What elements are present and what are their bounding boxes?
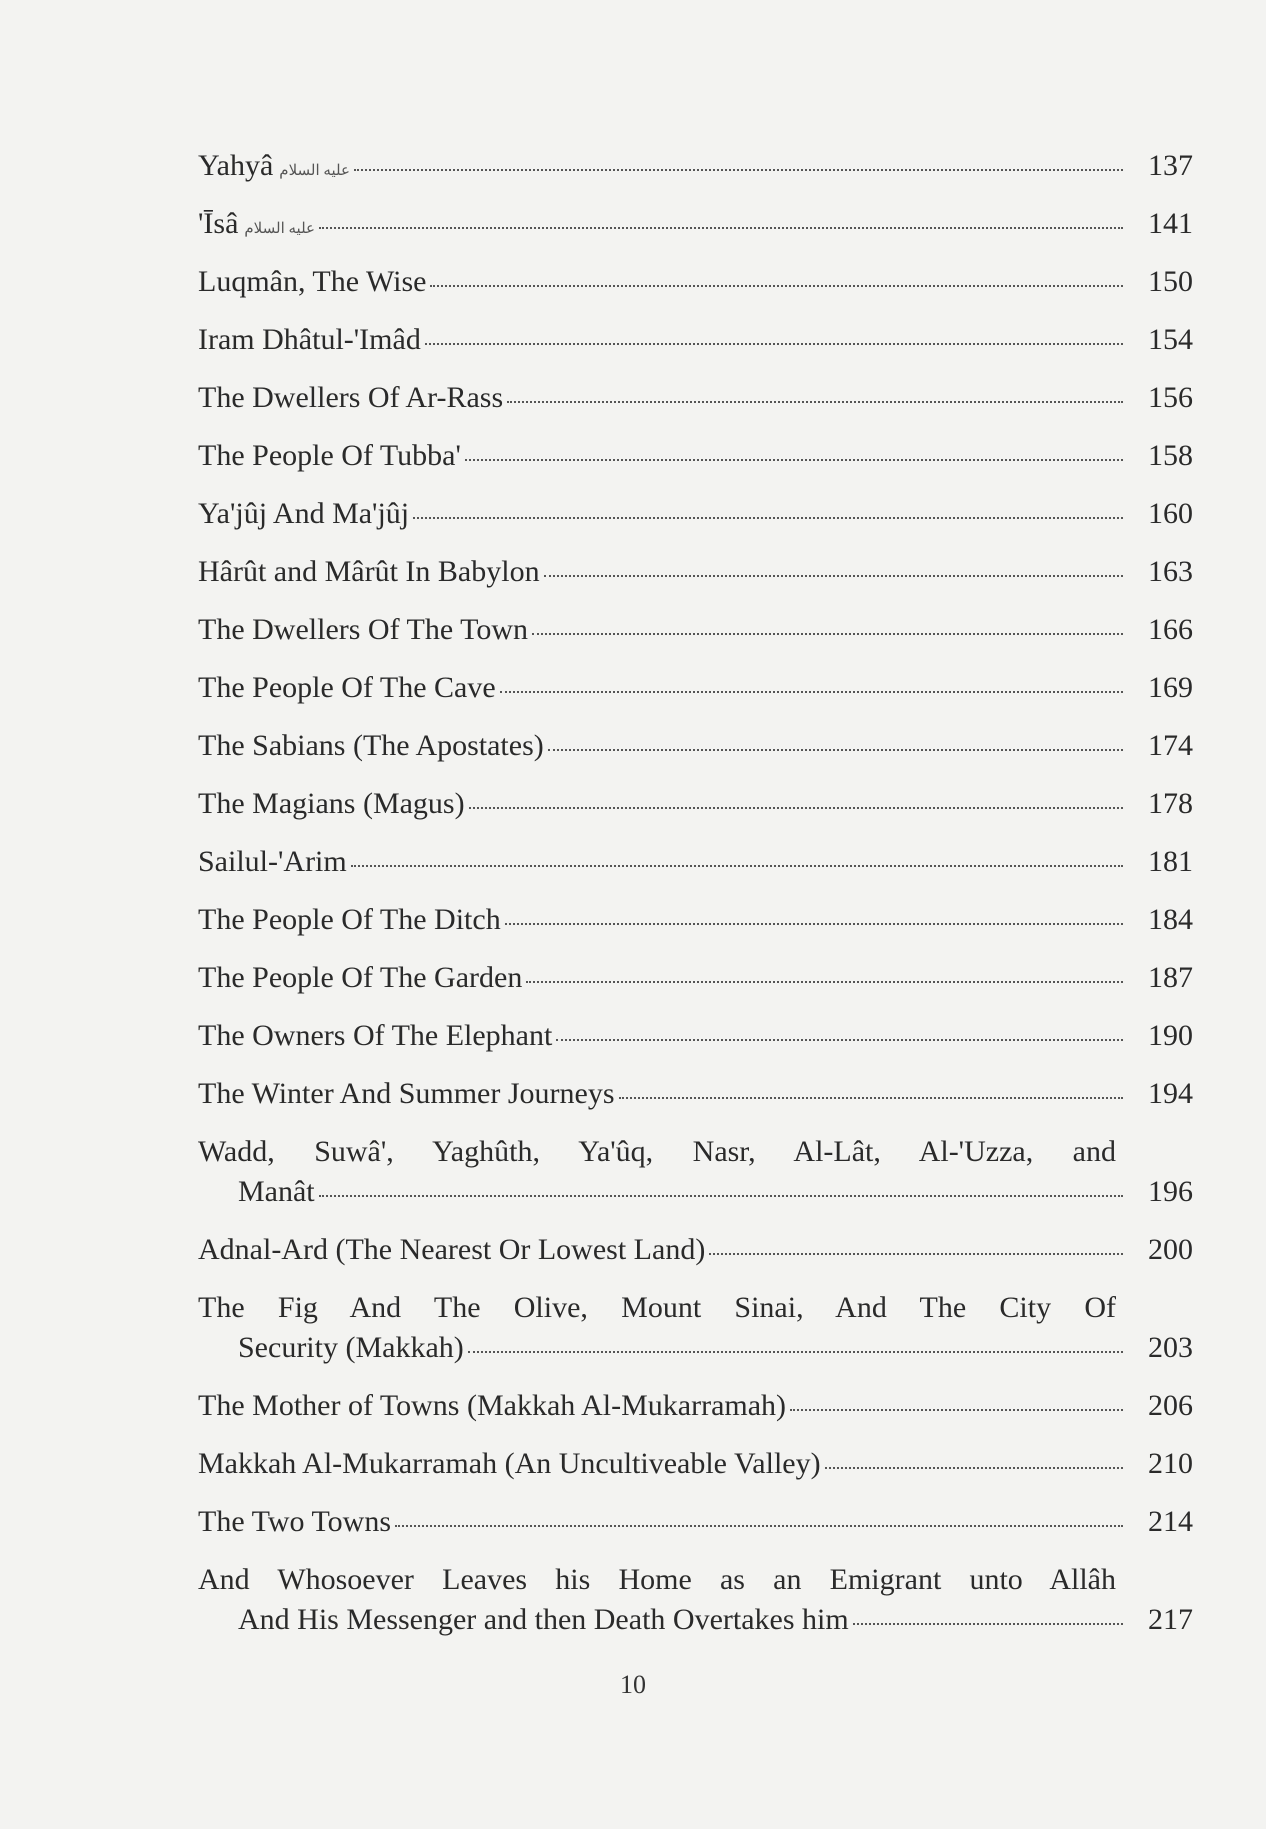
toc-entry-title: Sailul-'Arim — [198, 845, 347, 878]
toc-entry-page: 190 — [1148, 1019, 1193, 1052]
toc-entry — [198, 378, 1193, 436]
toc-entry — [198, 726, 1193, 784]
toc-entry — [198, 668, 1193, 726]
dot-leader — [619, 1097, 1123, 1099]
toc-entry — [198, 610, 1193, 668]
honorific-mark: عليه السلام — [244, 221, 315, 237]
table-of-contents — [198, 146, 1193, 1658]
toc-entry — [198, 262, 1193, 320]
toc-entry-page: 206 — [1148, 1389, 1193, 1422]
toc-entry — [198, 1288, 1193, 1386]
toc-entry-title: Wadd, Suwâ', Yaghûth, Ya'ûq, Nasr, Al-Lât, Al-'Uzza, and — [198, 1135, 1116, 1168]
toc-entry-title: The Mother of Towns (Makkah Al-Mukarramah) — [198, 1389, 787, 1422]
toc-entry-title: The Fig And The Olive, Mount Sinai, And The City Of — [198, 1291, 1116, 1324]
toc-entry-page: 150 — [1148, 265, 1193, 298]
toc-entry-title: The People Of Tubba' — [198, 439, 461, 472]
dot-leader — [468, 1351, 1123, 1353]
toc-entry-title-continued: Security (Makkah) — [238, 1331, 464, 1364]
toc-entry-page: 166 — [1148, 613, 1193, 646]
toc-entry-page: 210 — [1148, 1447, 1193, 1480]
toc-entry-title: Yahyâ — [198, 149, 274, 182]
dot-leader — [790, 1409, 1123, 1411]
dot-leader — [556, 1039, 1123, 1041]
toc-entry-title: The Winter And Summer Journeys — [198, 1077, 615, 1110]
toc-entry-page: 203 — [1148, 1331, 1193, 1364]
toc-entry — [198, 146, 1193, 204]
toc-entry-page: 158 — [1148, 439, 1193, 472]
toc-entry-page: 137 — [1148, 149, 1193, 182]
dot-leader — [319, 1195, 1123, 1197]
toc-entry-page: 178 — [1148, 787, 1193, 820]
honorific-mark: عليه السلام — [279, 163, 350, 179]
toc-entry-page: 160 — [1148, 497, 1193, 530]
toc-entry-title: Ya'jûj And Ma'jûj — [198, 497, 410, 530]
toc-entry-page: 196 — [1148, 1175, 1193, 1208]
toc-entry — [198, 1230, 1193, 1288]
dot-leader — [526, 981, 1123, 983]
toc-entry — [198, 436, 1193, 494]
toc-entry-title: Luqmân, The Wise — [198, 265, 427, 298]
toc-entry-title-continued: Manât — [238, 1175, 315, 1208]
toc-entry — [198, 784, 1193, 842]
toc-entry — [198, 1074, 1193, 1132]
toc-entry — [198, 1132, 1193, 1230]
page-number: 10 — [620, 1670, 646, 1699]
toc-entry-title: The Magians (Magus) — [198, 787, 465, 820]
dot-leader — [469, 807, 1123, 809]
toc-entry-page: 200 — [1148, 1233, 1193, 1266]
toc-entry-page: 187 — [1148, 961, 1193, 994]
dot-leader — [351, 865, 1123, 867]
dot-leader — [425, 343, 1123, 345]
toc-entry-page: 184 — [1148, 903, 1193, 936]
toc-entry-page: 141 — [1148, 207, 1193, 240]
toc-entry-page: 194 — [1148, 1077, 1193, 1110]
dot-leader — [430, 285, 1123, 287]
toc-entry-title: Iram Dhâtul-'Imâd — [198, 323, 421, 356]
toc-entry — [198, 552, 1193, 610]
dot-leader — [354, 169, 1123, 171]
toc-entry-page: 163 — [1148, 555, 1193, 588]
toc-entry-title: The People Of The Cave — [198, 671, 496, 704]
toc-entry-title: The People Of The Garden — [198, 961, 523, 994]
toc-entry-page: 154 — [1148, 323, 1193, 356]
toc-entry-title: The Dwellers Of The Town — [198, 613, 529, 646]
toc-entry-title: The People Of The Ditch — [198, 903, 501, 936]
toc-entry-title: And Whosoever Leaves his Home as an Emigrant unto Allâh — [198, 1563, 1116, 1596]
dot-leader — [532, 633, 1123, 635]
toc-entry — [198, 320, 1193, 378]
toc-entry-title: 'Īsâ — [198, 207, 239, 240]
toc-entry-page: 174 — [1148, 729, 1193, 762]
toc-entry-page: 217 — [1148, 1603, 1193, 1636]
toc-entry-title: The Sabians (The Apostates) — [198, 729, 544, 762]
toc-entry — [198, 900, 1193, 958]
toc-entry-page: 156 — [1148, 381, 1193, 414]
toc-entry — [198, 1502, 1193, 1560]
dot-leader — [465, 459, 1123, 461]
toc-entry — [198, 1560, 1193, 1658]
dot-leader — [853, 1623, 1123, 1625]
dot-leader — [507, 401, 1123, 403]
toc-entry-title: Makkah Al-Mukarramah (An Uncultiveable Valley) — [198, 1447, 821, 1480]
toc-entry — [198, 494, 1193, 552]
toc-entry-title: The Dwellers Of Ar-Rass — [198, 381, 504, 414]
toc-entry-title: Hârût and Mârût In Babylon — [198, 555, 540, 588]
dot-leader — [544, 575, 1123, 577]
dot-leader — [395, 1525, 1123, 1527]
toc-entry — [198, 1016, 1193, 1074]
toc-entry-title: The Two Towns — [198, 1505, 392, 1538]
toc-entry — [198, 204, 1193, 262]
toc-entry-title-continued: And His Messenger and then Death Overtakes him — [238, 1603, 849, 1636]
toc-entry — [198, 1386, 1193, 1444]
dot-leader — [505, 923, 1123, 925]
dot-leader — [413, 517, 1123, 519]
toc-entry-title: The Owners Of The Elephant — [198, 1019, 553, 1052]
toc-entry — [198, 842, 1193, 900]
toc-entry-page: 169 — [1148, 671, 1193, 704]
dot-leader — [709, 1253, 1123, 1255]
toc-entry — [198, 958, 1193, 1016]
dot-leader — [548, 749, 1123, 751]
dot-leader — [500, 691, 1123, 693]
toc-entry — [198, 1444, 1193, 1502]
toc-entry-page: 214 — [1148, 1505, 1193, 1538]
dot-leader — [825, 1467, 1123, 1469]
dot-leader — [319, 227, 1123, 229]
toc-entry-page: 181 — [1148, 845, 1193, 878]
toc-entry-title: Adnal-Ard (The Nearest Or Lowest Land) — [198, 1233, 706, 1266]
